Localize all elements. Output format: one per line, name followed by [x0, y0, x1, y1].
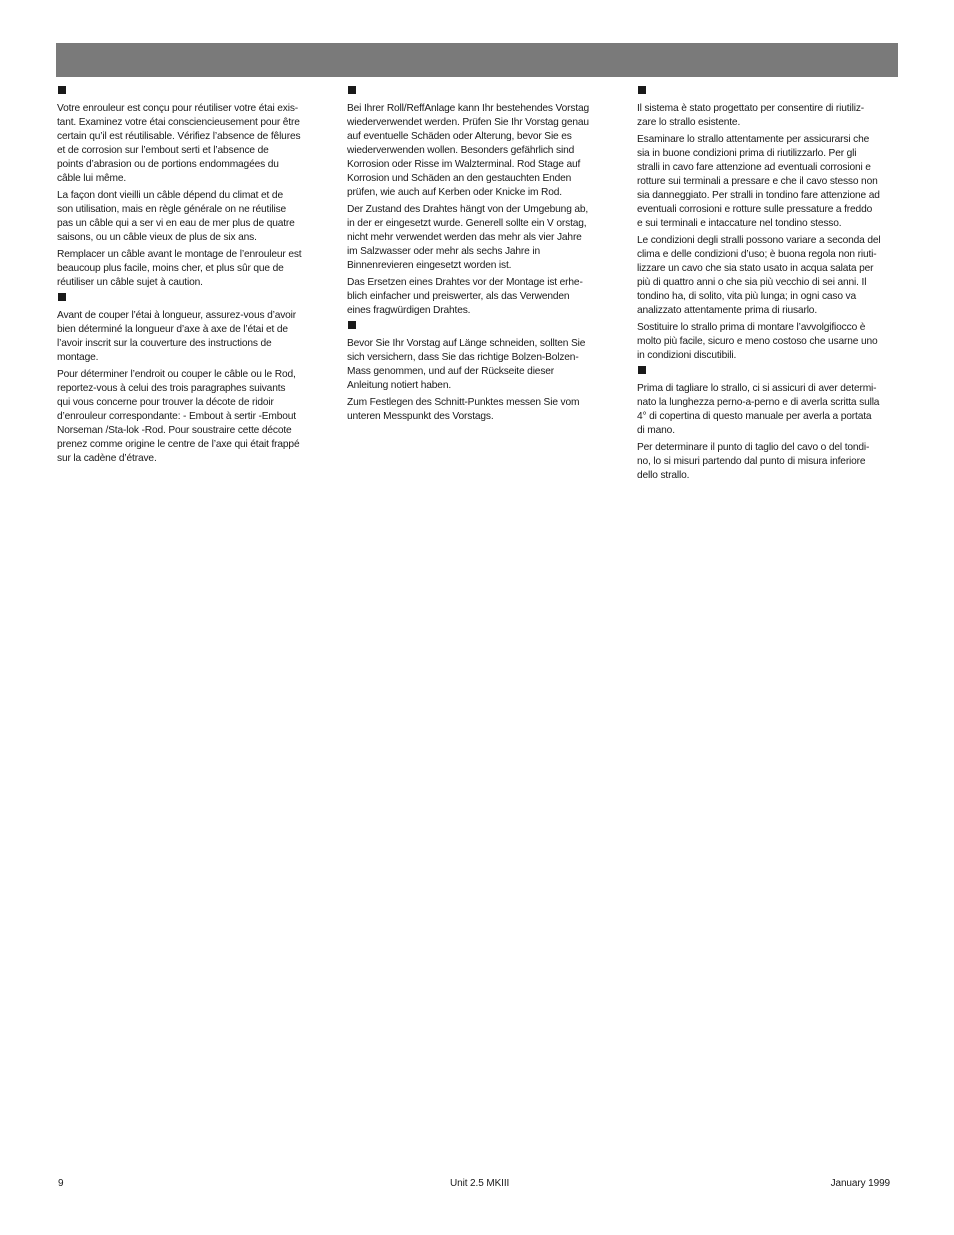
- paragraph: Per determinare il punto di taglio del cavo o del tondi- no, lo si misuri partendo dal punto di misura inferiore dello strallo.: [637, 442, 870, 481]
- section-reuse-fr: [57, 86, 319, 290]
- section-cutting-it: [637, 366, 899, 483]
- section-marker-square: [348, 321, 356, 329]
- paragraph: Esaminare lo strallo attentamente per assicurarsi che sia in buone condizioni prima di riutilizzarlo. Per gli stralli in cavo fare attenzione ad eventuali corrosioni e rotture sui terminali a pressare e che il cavo stesso non sia danneggiato. Per stralli in tondino fare attenzione ad eventuali corrosioni e rotture sulle pressature a freddo e sui terminali e intaccature nel tondino stesso.: [637, 134, 880, 229]
- paragraph: Bei Ihrer Roll/ReffAnlage kann Ihr bestehendes Vorstag wiederverwendet werden. Prüfen Sie Ihr Vorstag genau auf eventuelle Schäden oder Alterung, bevor Sie es wiederverwenden wollen. Besonders gefährlich sind Korrosion oder Risse im Walzterminal. Rod Stage auf Korrosion und Schäden an den gestauchten Enden prüfen, wie auch auf Kerben oder Knicke im Rod.: [347, 103, 590, 198]
- section-cutting-de: [347, 321, 609, 424]
- paragraph: Bevor Sie Ihr Vorstag auf Länge schneiden, sollten Sie sich versichern, dass Sie das richtige Bolzen-Bolzen- Mass genommen, und auf der Rückseite dieser Anleitung notiert haben.: [347, 338, 586, 391]
- paragraph: La façon dont vieilli un câble dépend du climat et de son utilisation, mais en règle générale on ne réutilise pas un câble qui a ser vi en eau de mer plus de quatre saisons, ou un câble vieux de plus de six ans.: [57, 190, 295, 243]
- section-cutting-fr: [57, 293, 319, 466]
- page-number: 9: [58, 1178, 64, 1189]
- paragraph: Das Ersetzen eines Drahtes vor der Montage ist erhe- blich einfacher und preiswerter, als das Verwenden eines fragwürdigen Drahtes.: [347, 277, 583, 316]
- column-german: [347, 84, 609, 427]
- paragraph: Il sistema è stato progettato per consentire di riutiliz- zare lo strallo esistente.: [637, 103, 865, 128]
- paragraph: Der Zustand des Drahtes hängt von der Umgebung ab, in der er eingesetzt wurde. Generell sollte ein V orstag, nicht mehr verwendet werden das mehr als vier Jahre im Salzwasser oder mehr als sechs Jahre in Binnenrevieren eingesetzt worden ist.: [347, 204, 589, 271]
- paragraph: Pour déterminer l’endroit ou couper le câble ou le Rod, reportez-vous à celui des trois paragraphes suivants qui vous concerne pour trouver la décote de ridoir d’enrouleur correspondante: - Embout à sertir -Embout Norseman /Sta-lok -Rod. Pour soustraire cette décote prenez comme origine le centre de l’axe qui était frappé sur la cadène d’étrave.: [57, 369, 300, 464]
- column-french: [57, 84, 319, 469]
- paragraph: Le condizioni degli stralli possono variare a seconda del clima e delle condizioni d’uso; è buona regola non riuti- lizzare un cavo che sia stato usato in acqua salata per più di quattro anni o che sia più vecchio di sei anni. Il tondino ha, di solito, vita più lunga; in ogni caso va analizzato attentamente prima di riusarlo.: [637, 235, 881, 316]
- column-italian: [637, 84, 899, 486]
- paragraph: Remplacer un câble avant le montage de l’enrouleur est beaucoup plus facile, moins cher, et plus sûr que de réutiliser un câble sujet à caution.: [57, 249, 302, 288]
- section-marker-square: [348, 86, 356, 94]
- date-label: January 1999: [830, 1178, 890, 1189]
- paragraph: Avant de couper l’étai à longueur, assurez-vous d’avoir bien déterminé la longueur d’axe à axe de l’étai et de l’avoir inscrit sur la couverture des instructions de montage.: [57, 310, 297, 363]
- paragraph: Zum Festlegen des Schnitt-Punktes messen Sie vom unteren Messpunkt des Vorstags.: [347, 397, 580, 422]
- section-marker-square: [638, 366, 646, 374]
- paragraph: Votre enrouleur est conçu pour réutiliser votre étai exis- tant. Examinez votre étai consciencieusement pour être certain qu’il est réutilisable. Vérifiez l’absence de fêlures et de corrosion sur l’embout serti et l’absence de points d’abrasion ou de portions endommagées du câble lui même.: [57, 103, 301, 184]
- section-reuse-it: [637, 86, 899, 363]
- header-bar: [56, 43, 898, 77]
- unit-label: Unit 2.5 MKIII: [450, 1178, 510, 1189]
- section-reuse-de: [347, 86, 609, 318]
- paragraph: Prima di tagliare lo strallo, ci si assicuri di aver determi- nato la lunghezza perno-a-perno e di averla scritta sulla 4° di copertina di questo manuale per averla a portata di mano.: [637, 383, 880, 436]
- section-marker-square: [58, 293, 66, 301]
- section-marker-square: [58, 86, 66, 94]
- section-marker-square: [638, 86, 646, 94]
- paragraph: Sostituire lo strallo prima di montare l’avvolgifiocco è molto più facile, sicuro e meno costoso che usarne uno in condizioni discutibili.: [637, 322, 878, 361]
